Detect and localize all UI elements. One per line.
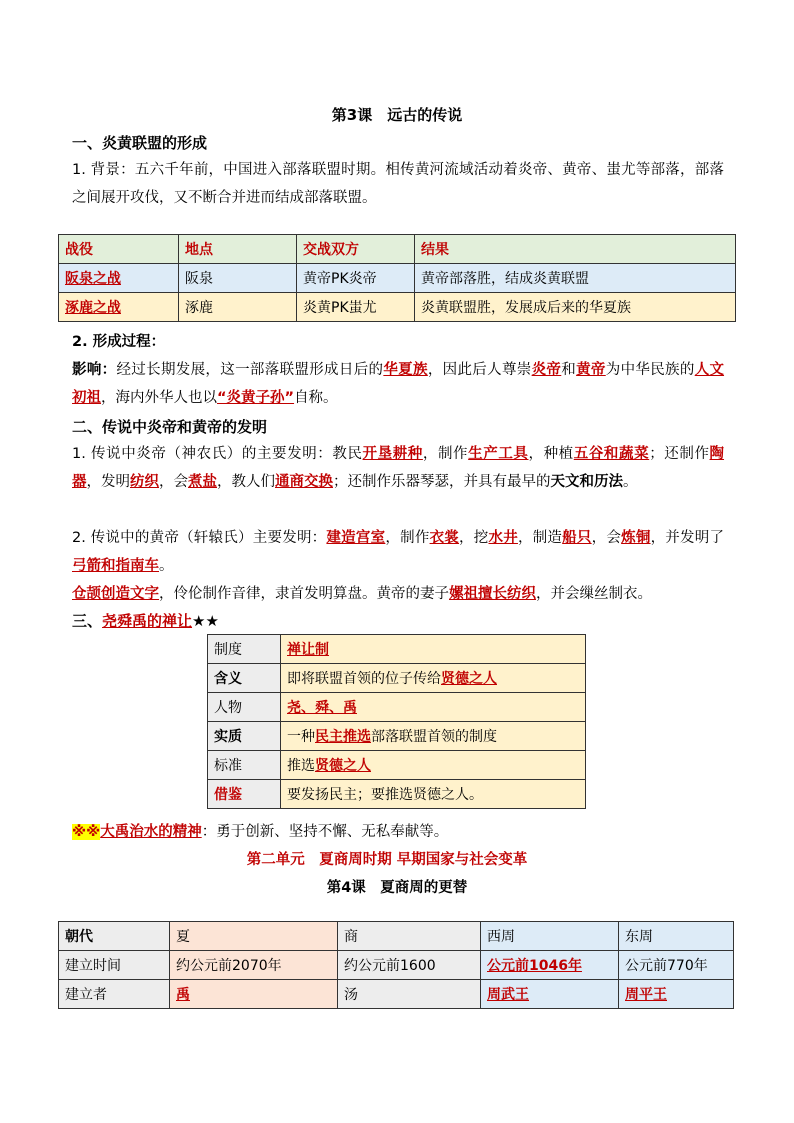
table-row (208, 722, 586, 751)
lesson4-title: 第4课 夏商周的更替 (326, 880, 468, 896)
table-cell: 朝代 (59, 922, 170, 951)
table-cell: 公元前770年 (619, 951, 734, 980)
table-cell: 周平王 (619, 980, 734, 1009)
star-icon: ★★ (192, 612, 219, 630)
header-cell: 结果 (415, 235, 736, 264)
row-label: 借鉴 (208, 780, 281, 809)
row-value: 推选贤德之人 (281, 751, 586, 780)
table-cell: 禹 (170, 980, 338, 1009)
table-row (59, 264, 736, 293)
table-header-row (59, 235, 736, 264)
table-cell: 西周 (481, 922, 619, 951)
table-row (208, 751, 586, 780)
table-cell: 商 (338, 922, 481, 951)
row-value: 要发扬民主；要推选贤德之人。 (281, 780, 586, 809)
dynasty-table (58, 921, 734, 1009)
huangdi-paragraph: 2. 传说中的黄帝（轩辕氏）主要发明：建造宫室，制作衣裳，挖水井，制造船只，会炼铜，并发明了弓箭和指南车。 (72, 530, 725, 574)
table-row (59, 951, 734, 980)
table-cell: 建立者 (59, 980, 170, 1009)
row-value: 尧、舜、禹 (281, 693, 586, 722)
lesson3-title: 第3课 远古的传说 (331, 106, 463, 124)
table-cell: 涿鹿之战 (59, 293, 179, 322)
impact-paragraph: 影响：经过长期发展，这一部落联盟形成日后的华夏族，因此后人尊崇炎帝和黄帝为中华民族的人文初祖，海内外华人也以“炎黄子孙”自称。 (72, 362, 725, 406)
table-row (208, 780, 586, 809)
table-row (208, 635, 586, 664)
row-label: 标准 (208, 751, 281, 780)
table-cell: 周武王 (481, 980, 619, 1009)
others-paragraph: 仓颉创造文字，伶伦制作音律，隶首发明算盘。黄帝的妻子嫘祖擅长纺织，并会缫丝制衣。 (72, 586, 652, 602)
table-row (208, 693, 586, 722)
table-row (59, 980, 734, 1009)
section2-heading: 二、传说中炎帝和黄帝的发明 (72, 418, 268, 436)
row-label: 制度 (208, 635, 281, 664)
table-cell: 东周 (619, 922, 734, 951)
header-cell: 战役 (59, 235, 179, 264)
table-cell: 公元前1046年 (481, 951, 619, 980)
table-row (208, 664, 586, 693)
shanrang-table (207, 634, 586, 809)
row-value: 一种民主推选部落联盟首领的制度 (281, 722, 586, 751)
table-cell: 阪泉之战 (59, 264, 179, 293)
section1-heading: 一、炎黄联盟的形成 (72, 134, 208, 152)
formation-heading: 2. 形成过程： (72, 334, 166, 350)
table-cell: 炎黄PK蚩尤 (297, 293, 415, 322)
table-cell: 约公元前2070年 (170, 951, 338, 980)
background-paragraph: 1. 背景：五六千年前，中国进入部落联盟时期。相传黄河流域活动着炎帝、黄帝、蚩尤等部落，部落之间展开攻伐，又不断合并进而结成部落联盟。 (72, 162, 724, 206)
table-header-row (59, 922, 734, 951)
table-cell: 黄帝部落胜，结成炎黄联盟 (415, 264, 736, 293)
dayu-spirit-line: ※※大禹治水的精神：勇于创新、坚持不懈、无私奉献等。 (72, 824, 449, 840)
header-cell: 地点 (179, 235, 297, 264)
table-cell: 约公元前1600 (338, 951, 481, 980)
unit2-title: 第二单元 夏商周时期 早期国家与社会变革 (246, 852, 528, 868)
row-label: 含义 (208, 664, 281, 693)
table-cell: 建立时间 (59, 951, 170, 980)
battle-table (58, 234, 736, 322)
table-cell: 涿鹿 (179, 293, 297, 322)
table-cell: 炎黄联盟胜，发展成后来的华夏族 (415, 293, 736, 322)
table-cell: 汤 (338, 980, 481, 1009)
reference-mark: ※※ (72, 824, 101, 840)
row-label: 人物 (208, 693, 281, 722)
row-value: 禅让制 (281, 635, 586, 664)
header-cell: 交战双方 (297, 235, 415, 264)
table-cell: 夏 (170, 922, 338, 951)
row-value: 即将联盟首领的位子传给贤德之人 (281, 664, 586, 693)
table-row (59, 293, 736, 322)
row-label: 实质 (208, 722, 281, 751)
table-cell: 黄帝PK炎帝 (297, 264, 415, 293)
section3-heading: 三、尧舜禹的禅让★★ (72, 612, 219, 630)
yandi-paragraph: 1. 传说中炎帝（神农氏）的主要发明：教民开垦耕种，制作生产工具，种植五谷和蔬菜；还制作陶器，发明纺织，会煮盐，教人们通商交换；还制作乐器琴瑟，并具有最早的天文和历法。 (72, 446, 725, 490)
table-cell: 阪泉 (179, 264, 297, 293)
